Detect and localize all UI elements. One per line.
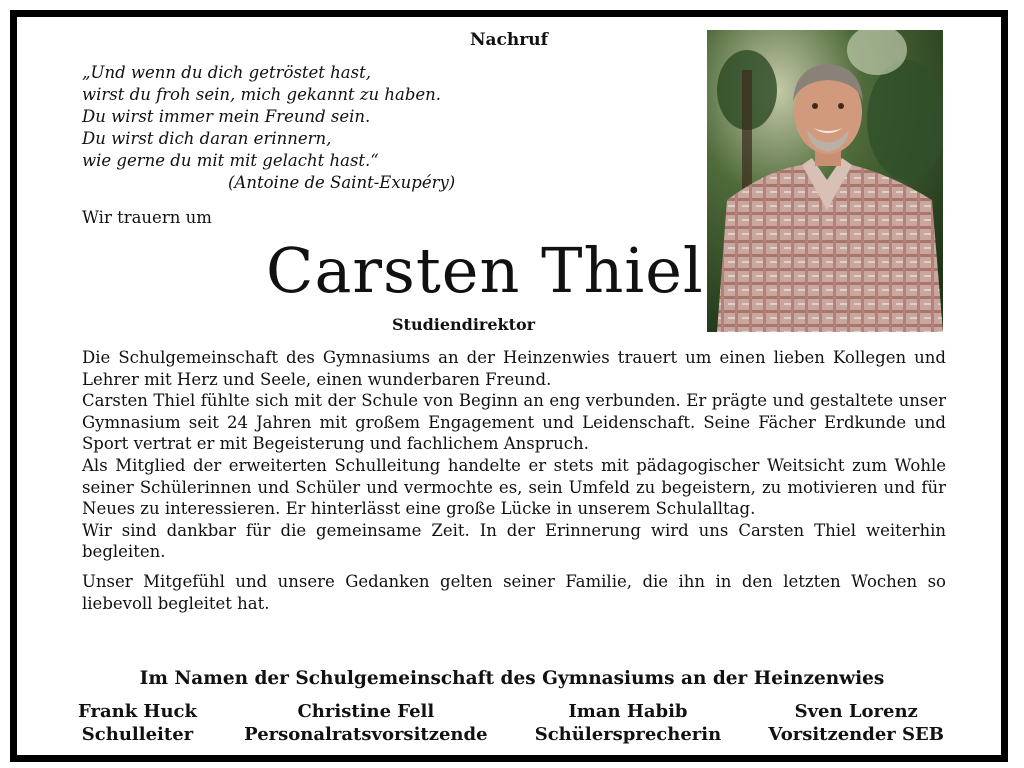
mourning-intro: Wir trauern um (82, 208, 212, 227)
portrait-image (707, 30, 943, 332)
poem-line: „Und wenn du dich getröstet hast, (82, 63, 371, 82)
deceased-title: Studiendirektor (392, 315, 536, 334)
signatory-name: Sven Lorenz (794, 701, 918, 722)
signatory (768, 700, 944, 746)
poem-line: wie gerne du mit mit gelacht hast.“ (82, 151, 379, 170)
signatories (78, 700, 944, 746)
poem-line: wirst du froh sein, mich gekannt zu haben. (82, 85, 442, 104)
signatory-role: Vorsitzender SEB (768, 724, 944, 745)
poem-line: Du wirst dich daran erinnern, (82, 129, 332, 148)
body-paragraph: Die Schulgemeinschaft des Gymnasiums an der Heinzenwies trauert um einen lieben Kollegen und Lehrer mit Herz und Seele, einen wunderbaren Freund. (82, 348, 946, 389)
signatory-name: Iman Habib (568, 701, 688, 722)
signatory-name: Christine Fell (297, 701, 435, 722)
obituary-title: Nachruf (470, 30, 548, 50)
deceased-name: Carsten Thiel (266, 234, 704, 307)
signatory-role: Schulleiter (81, 724, 194, 745)
obituary-body (82, 347, 946, 614)
signatory (78, 700, 197, 746)
signatory-role: Personalratsvorsitzende (244, 724, 488, 745)
signatory-role: Schülersprecherin (534, 724, 722, 745)
body-paragraph: Als Mitglied der erweiterten Schulleitung handelte er stets mit pädagogischer Weitsicht zum Wohle seiner Schülerinnen und Schüler und vermochte es, sein Umfeld zu begeistern, zu motivieren und für Neues zu interessieren. Er hinterlässt eine große Lücke in unserem Schulalltag. (82, 455, 946, 519)
signatory-name: Frank Huck (78, 701, 197, 722)
body-paragraph: Carsten Thiel fühlte sich mit der Schule von Beginn an eng verbunden. Er prägte und gestaltete unser Gymnasium seit 24 Jahren mit großem Engagement und Leidenschaft. Seine Fächer Erdkunde und Sport vertrat er mit Begeisterung und fachlichem Anspruch. (82, 391, 946, 454)
portrait-photo (707, 30, 943, 332)
body-paragraph: Unser Mitgefühl und unsere Gedanken gelten seiner Familie, die ihn in den letzten Wochen so liebevoll begleitet hat. (82, 571, 946, 613)
poem-author: (Antoine de Saint-Exupéry) (228, 173, 456, 192)
body-paragraph: Wir sind dankbar für die gemeinsame Zeit. In der Erinnerung wird uns Carsten Thiel weiterhin begleiten. (82, 520, 946, 562)
poem-quote (82, 62, 455, 194)
closing-line: Im Namen der Schulgemeinschaft des Gymnasiums an der Heinzenwies (139, 668, 885, 689)
poem-line: Du wirst immer mein Freund sein. (82, 107, 371, 126)
signatory (244, 700, 487, 746)
signatory (535, 700, 721, 746)
